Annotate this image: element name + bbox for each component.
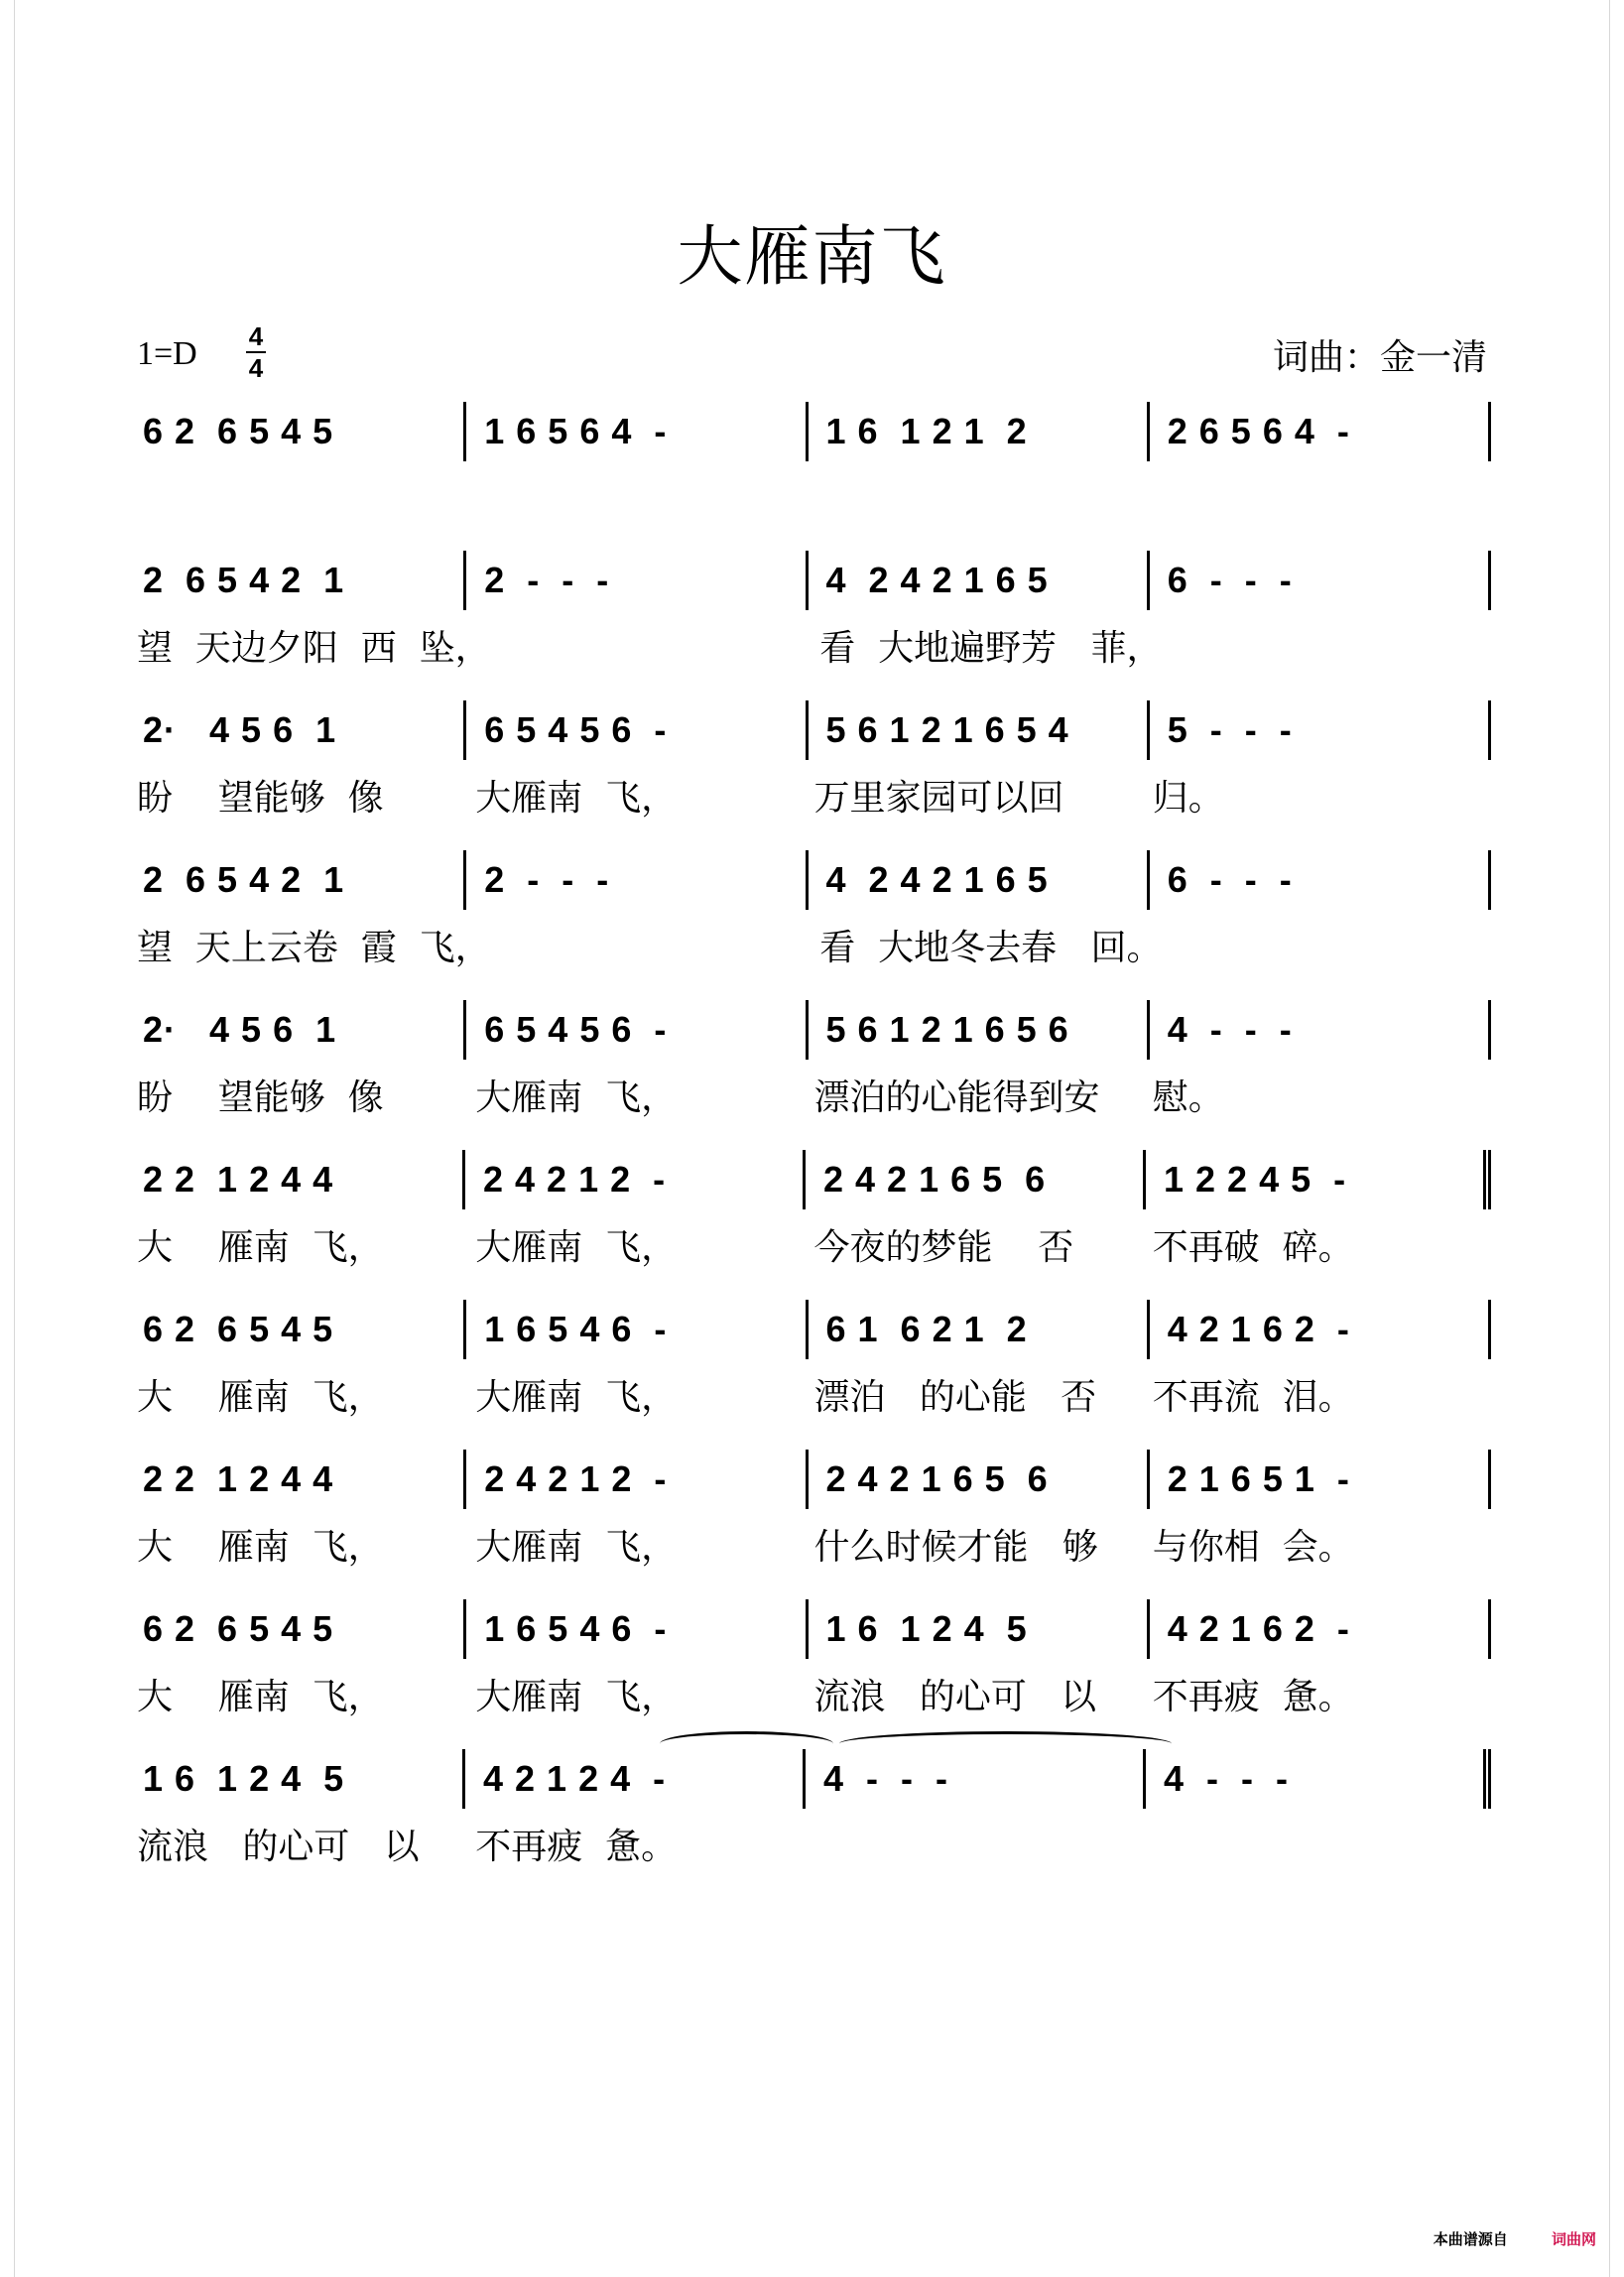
time-signature — [244, 321, 268, 383]
lyrics-row — [137, 770, 1491, 821]
lyric-segment: 大 雁南 飞， — [137, 1527, 384, 1568]
key-signature: 1=D — [137, 335, 197, 372]
lyric-segment: 盼 望能够 像 — [137, 778, 384, 819]
notation-row — [137, 1150, 1491, 1209]
measure: 2 - - - — [463, 850, 805, 910]
measure: 6 1 6 2 1 2 — [806, 1300, 1147, 1359]
lyrics-row — [137, 1669, 1491, 1719]
measure: 2 4 2 1 6 5 6 — [806, 1450, 1147, 1509]
lyric-segment — [814, 1819, 1153, 1869]
lyric-segment: 望 天边夕阳 西 坠， — [137, 628, 491, 669]
lyric-segment — [491, 620, 820, 671]
measure: 4 2 4 2 1 6 5 — [806, 850, 1147, 910]
lyric-segment: 望 天上云卷 霞 飞， — [137, 928, 491, 968]
footer-site-logo: 词曲网 — [1551, 2231, 1596, 2248]
measure: 4 - - - — [803, 1749, 1143, 1809]
lyric-segment: 归。 — [1152, 778, 1224, 819]
lyric-segment: 不再破 碎。 — [1152, 1227, 1354, 1268]
lyric-segment: 大雁南 飞， — [475, 1227, 678, 1268]
measure: 4 - - - — [1143, 1749, 1491, 1809]
measure: 6 5 4 5 6 - — [463, 1000, 805, 1060]
tie-arc — [660, 1731, 833, 1756]
lyric-segment: 大 雁南 飞， — [137, 1227, 384, 1268]
measure: 4 2 1 2 4 - — [462, 1749, 803, 1809]
measure: 2 2 1 2 4 4 — [143, 1159, 334, 1200]
lyrics-row — [137, 1219, 1491, 1270]
lyric-segment: 流浪 的心可 以 — [137, 1827, 420, 1867]
measure: 4 2 4 2 1 6 5 — [806, 551, 1147, 610]
time-signature-bottom: 4 — [248, 353, 264, 383]
lyric-segment: 看 大地冬去春 回。 — [819, 928, 1163, 968]
measure: 1 6 1 2 1 2 — [806, 402, 1147, 461]
measure: 2 6 5 4 2 1 — [143, 560, 345, 600]
measure: 1 6 1 2 4 5 — [143, 1758, 345, 1799]
lyric-segment: 不再疲 惫。 — [1152, 1677, 1354, 1717]
notation-row — [137, 1749, 1491, 1809]
lyric-segment: 大 雁南 飞， — [137, 1377, 384, 1418]
measure: 2· 4 5 6 1 — [143, 709, 337, 750]
measure: 1 6 5 4 6 - — [463, 1300, 805, 1359]
lyric-segment: 看 大地遍野芳 菲， — [819, 628, 1163, 669]
lyrics-row — [137, 1819, 1491, 1869]
measure: 6 - - - — [1147, 850, 1491, 910]
lyric-segment: 大雁南 飞， — [475, 1077, 678, 1118]
measure: 1 6 5 6 4 - — [463, 402, 805, 461]
lyric-segment: 不再疲 惫。 — [475, 1827, 678, 1867]
lyric-segment: 不再流 泪。 — [1152, 1377, 1354, 1418]
lyric-segment — [1153, 1819, 1491, 1869]
measure: 2 6 5 6 4 - — [1147, 402, 1491, 461]
notation-row — [137, 551, 1491, 610]
tie-arc — [839, 1731, 1172, 1756]
song-title: 大雁南飞 — [677, 218, 947, 295]
lyric-segment: 与你相 会。 — [1152, 1527, 1354, 1568]
measure: 1 2 2 4 5 - — [1143, 1150, 1491, 1209]
measure: 5 6 1 2 1 6 5 4 — [806, 700, 1147, 760]
lyrics-row — [137, 1369, 1491, 1420]
lyric-segment — [491, 920, 820, 970]
measure: 2 1 6 5 1 - — [1147, 1450, 1491, 1509]
lyric-segment: 今夜的梦能 否 — [813, 1227, 1074, 1268]
measure: 5 - - - — [1147, 700, 1491, 760]
notation-row — [137, 1450, 1491, 1509]
lyric-segment: 大雁南 飞， — [475, 1677, 678, 1717]
lyrics-row — [137, 620, 1491, 671]
lyric-segment: 慰。 — [1152, 1077, 1224, 1118]
lyrics-row — [137, 920, 1491, 970]
lyric-segment: 盼 望能够 像 — [137, 1077, 384, 1118]
measure: 6 5 4 5 6 - — [463, 700, 805, 760]
lyric-segment: 万里家园可以回 — [813, 778, 1064, 819]
lyric-segment: 大雁南 飞， — [475, 778, 678, 819]
notation-row — [137, 1599, 1491, 1659]
composer-credit: 词曲：金一清 — [1272, 337, 1487, 378]
lyric-segment — [1162, 920, 1491, 970]
notation-row — [137, 1300, 1491, 1359]
lyric-segment — [1162, 620, 1491, 671]
measure: 2 4 2 1 6 5 6 — [803, 1150, 1143, 1209]
measure: 6 2 6 5 4 5 — [143, 411, 334, 451]
lyric-segment: 漂泊 的心能 否 — [813, 1377, 1097, 1418]
footer-source: 本曲谱源自 — [1433, 2231, 1508, 2248]
measure: 6 - - - — [1147, 551, 1491, 610]
measure: 6 2 6 5 4 5 — [143, 1309, 334, 1349]
measure: 1 6 5 4 6 - — [463, 1599, 805, 1659]
left-margin-strip — [0, 0, 15, 2277]
time-signature-top: 4 — [248, 321, 264, 351]
measure: 4 2 1 6 2 - — [1147, 1599, 1491, 1659]
measure: 2 6 5 4 2 1 — [143, 859, 345, 900]
notation-row — [137, 402, 1491, 461]
measure: 2 2 1 2 4 4 — [143, 1458, 334, 1499]
measure: 4 2 1 6 2 - — [1147, 1300, 1491, 1359]
notation-row — [137, 1000, 1491, 1060]
measure: 2· 4 5 6 1 — [143, 1009, 337, 1050]
measure: 5 6 1 2 1 6 5 6 — [806, 1000, 1147, 1060]
lyrics-row — [137, 1519, 1491, 1570]
measure: 2 - - - — [463, 551, 805, 610]
lyric-segment: 什么时候才能 够 — [813, 1527, 1098, 1568]
lyric-segment: 流浪 的心可 以 — [813, 1677, 1097, 1717]
lyrics-row — [137, 1070, 1491, 1120]
measure: 1 6 1 2 4 5 — [806, 1599, 1147, 1659]
measure: 4 - - - — [1147, 1000, 1491, 1060]
lyric-segment: 大 雁南 飞， — [137, 1677, 384, 1717]
measure: 2 4 2 1 2 - — [463, 1450, 805, 1509]
footer-credit — [1434, 2228, 1596, 2249]
notation-row — [137, 700, 1491, 760]
measure: 6 2 6 5 4 5 — [143, 1608, 334, 1649]
lyric-segment: 漂泊的心能得到安 — [813, 1077, 1100, 1118]
right-margin-strip — [1609, 0, 1624, 2277]
lyric-segment: 大雁南 飞， — [475, 1527, 678, 1568]
notation-row — [137, 850, 1491, 910]
measure: 2 4 2 1 2 - — [462, 1150, 803, 1209]
lyric-segment: 大雁南 飞， — [475, 1377, 678, 1418]
